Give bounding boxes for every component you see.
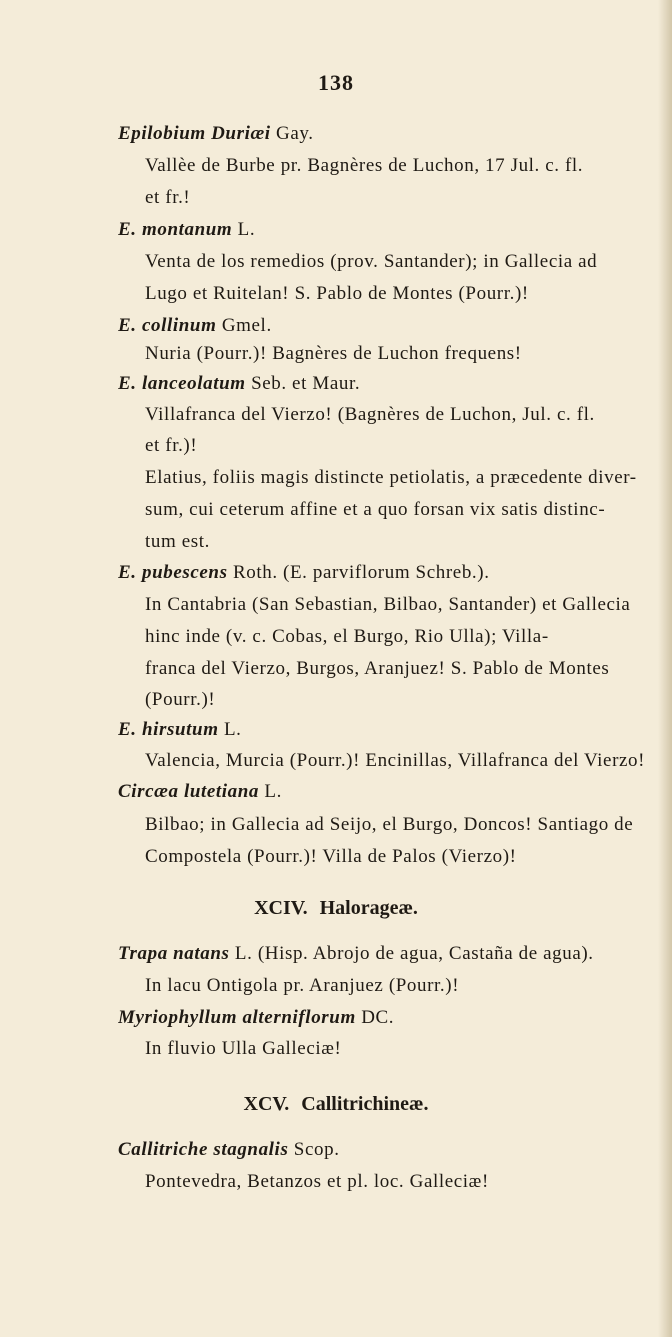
taxon-author: L. bbox=[223, 719, 242, 740]
locality-line: Lugo et Ruitelan! S. Pablo de Montes (Pourr.)! bbox=[145, 283, 529, 304]
species-heading bbox=[118, 315, 272, 337]
note-line: tum est. bbox=[145, 531, 210, 552]
locality-line: Valencia, Murcia (Pourr.)! Encinillas, Villafranca del Vierzo! bbox=[145, 750, 646, 771]
locality-line: Bilbao; in Gallecia ad Seijo, el Burgo, Doncos! Santiago de bbox=[145, 814, 634, 835]
taxon-name: E. lanceolatum bbox=[118, 373, 246, 394]
taxon-author: Seb. et Maur. bbox=[251, 373, 361, 394]
taxon-author: Scop. bbox=[293, 1139, 340, 1160]
family-number: XCIV. bbox=[254, 897, 308, 919]
taxon-author: Gay. bbox=[276, 123, 314, 144]
family-name: Callitrichineæ. bbox=[301, 1093, 429, 1115]
family-number: XCV. bbox=[243, 1093, 290, 1115]
species-heading bbox=[118, 719, 242, 741]
taxon-author: DC. bbox=[361, 1007, 395, 1028]
taxon-name: Circæa lutetiana bbox=[118, 781, 260, 802]
locality-line: Venta de los remedios (prov. Santander); in Gallecia ad bbox=[145, 251, 598, 272]
note-line: sum, cui ceterum affine et a quo forsan vix satis distinc- bbox=[145, 499, 606, 520]
locality-line: In lacu Ontigola pr. Aranjuez (Pourr.)! bbox=[145, 975, 460, 996]
taxon-name: Callitriche stagnalis bbox=[118, 1139, 289, 1160]
locality-line: hinc inde (v. c. Cobas, el Burgo, Rio Ulla); Villa- bbox=[145, 626, 549, 647]
taxon-author: L. (Hisp. Abrojo de agua, Castaña de agua). bbox=[234, 943, 594, 964]
taxon-name: Myriophyllum alterniflorum bbox=[118, 1007, 356, 1028]
species-heading bbox=[118, 943, 594, 965]
taxon-name: E. pubescens bbox=[118, 562, 228, 583]
family-heading bbox=[0, 1093, 672, 1116]
taxon-name: Trapa natans bbox=[118, 943, 230, 964]
locality-line: In Cantabria (San Sebastian, Bilbao, Santander) et Gallecia bbox=[145, 594, 631, 615]
species-heading bbox=[118, 123, 314, 145]
species-heading bbox=[118, 1139, 340, 1161]
species-heading bbox=[118, 373, 360, 395]
species-heading bbox=[118, 562, 490, 584]
page-edge-shadow bbox=[658, 0, 672, 1337]
locality-line: (Pourr.)! bbox=[145, 689, 216, 710]
locality-line: et fr.! bbox=[145, 187, 191, 208]
taxon-author: Roth. (E. parviflorum Schreb.). bbox=[232, 562, 490, 583]
locality-line: Nuria (Pourr.)! Bagnères de Luchon frequens! bbox=[145, 343, 522, 364]
page-number: 138 bbox=[318, 70, 354, 95]
species-heading bbox=[118, 1007, 394, 1029]
locality-line: Compostela (Pourr.)! Villa de Palos (Vierzo)! bbox=[145, 846, 517, 867]
locality-line: In fluvio Ulla Galleciæ! bbox=[145, 1038, 342, 1059]
locality-line: Villafranca del Vierzo! (Bagnères de Luchon, Jul. c. fl. bbox=[145, 404, 595, 425]
taxon-name: E. hirsutum bbox=[118, 719, 219, 740]
taxon-name: E. collinum bbox=[118, 315, 217, 336]
locality-line: franca del Vierzo, Burgos, Aranjuez! S. Pablo de Montes bbox=[145, 658, 610, 679]
taxon-author: L. bbox=[264, 781, 282, 802]
locality-line: et fr.)! bbox=[145, 435, 198, 456]
taxon-name: Epilobium Duriæi bbox=[118, 123, 271, 144]
note-line: Elatius, foliis magis distincte petiolatis, a præcedente diver- bbox=[145, 467, 637, 488]
taxon-author: L. bbox=[237, 219, 256, 240]
taxon-author: Gmel. bbox=[221, 315, 272, 336]
taxon-name: E. montanum bbox=[118, 219, 233, 240]
family-name: Halorageæ. bbox=[319, 897, 418, 919]
species-heading bbox=[118, 219, 255, 241]
species-heading bbox=[118, 781, 282, 803]
locality-line: Vallèe de Burbe pr. Bagnères de Luchon, 17 Jul. c. fl. bbox=[145, 155, 584, 176]
family-heading bbox=[0, 897, 672, 920]
locality-line: Pontevedra, Betanzos et pl. loc. Galleciæ! bbox=[145, 1171, 489, 1192]
